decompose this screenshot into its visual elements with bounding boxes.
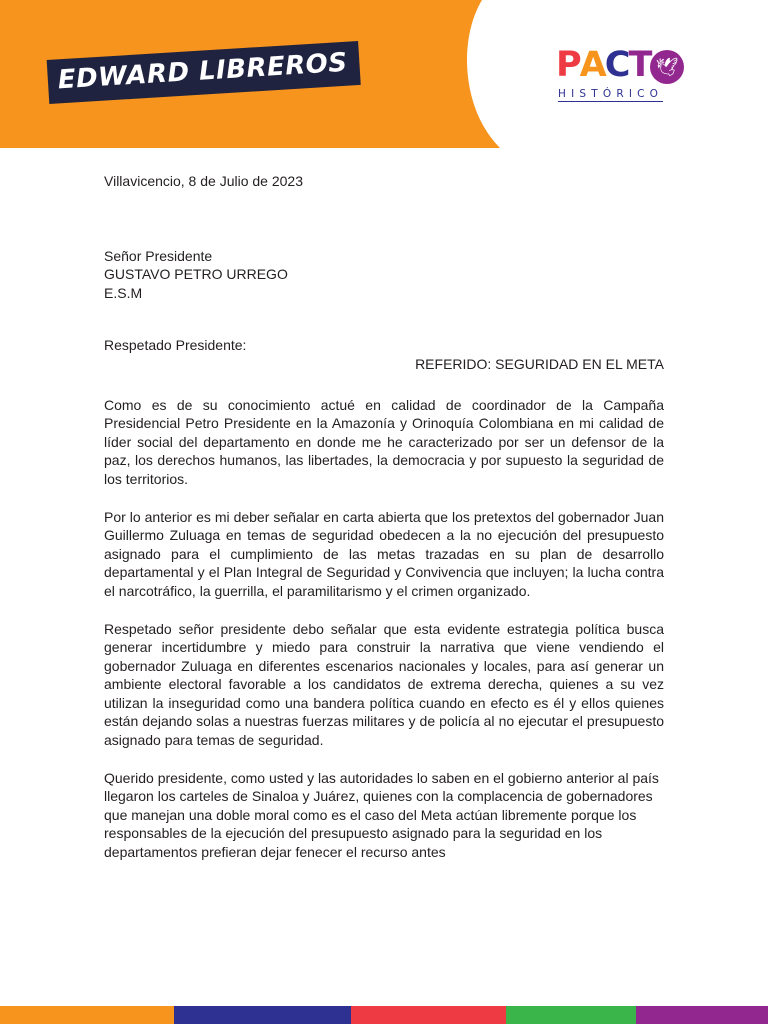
- reference-line: REFERIDO: SEGURIDAD EN EL META: [415, 355, 664, 372]
- logo-letter: A: [579, 45, 605, 85]
- footer-stripe-red: [351, 1006, 506, 1024]
- footer-stripe-green: [506, 1006, 636, 1024]
- body-paragraph: Querido presidente, como usted y las autoridades lo saben en el gobierno anterior al país llegaron los carteles de Sinaloa y Juárez, quienes con la complacencia de gobernadores que manejan una doble moral como es el caso del Meta actúan libremente porque los responsables de la ejecución del presupuesto asignado para la seguridad en los departamentos prefieran dejar fenecer el recurso antes: [104, 769, 659, 861]
- logo-letter: T: [628, 45, 651, 85]
- footer-stripe-orange: [0, 1006, 174, 1024]
- body-paragraph: Como es de su conocimiento actué en calidad de coordinador de la Campaña Presidencial Petro Presidente en la Amazonía y Orinoquía Colombiana en mi calidad de líder social del departamento en donde me he caracterizado por ser un defensor de la paz, los derechos humanos, las libertades, la democracia y por supuesto la seguridad de los territorios.: [104, 396, 664, 487]
- letter-date: Villavicencio, 8 de Julio de 2023: [104, 173, 303, 189]
- footer-stripe-blue: [174, 1006, 351, 1024]
- pacto-historico-logo: [552, 45, 684, 108]
- recipient-line: E.S.M: [104, 284, 143, 301]
- letterhead: [0, 0, 768, 148]
- body-paragraph: Respetado señor presidente debo señalar que esta evidente estrategia política busca generar incertidumbre y miedo para construir la narrativa que viene vendiendo el gobernador Zuluaga en diferentes escenarios nacionales y locales, para así generar un ambiente electoral favorable a los candidatos de extrema derecha, quienes a su vez utilizan la inseguridad como una bandera política cuando en efecto es él y ellos quienes están dejando solas a nuestras fuerzas militares y de policía al no ejecutar el presupuesto asignado para temas de seguridad.: [104, 620, 664, 749]
- letter-body: [104, 172, 664, 881]
- recipient-line: Señor Presidente: [104, 247, 213, 264]
- logo-subtitle: HISTÓRICO: [558, 88, 664, 100]
- footer-color-stripe: [0, 1006, 768, 1024]
- recipient-line: GUSTAVO PETRO URREGO: [104, 266, 288, 283]
- dove-icon: 🕊: [650, 50, 684, 84]
- body-paragraph: Por lo anterior es mi deber señalar en carta abierta que los pretextos del gobernador Juan Guillermo Zuluaga en temas de seguridad obedecen a la no ejecución del presupuesto asignado para el cumplimiento de las metas trazadas en su plan de desarrollo departamental y el Plan Integral de Seguridad y Convivencia que incluyen; la lucha contra el narcotráfico, la guerrilla, el paramilitarismo y el crimen organizado.: [104, 508, 664, 599]
- logo-letter: P: [556, 45, 580, 85]
- greeting: Respetado Presidente:: [104, 337, 247, 354]
- candidate-name-banner: EDWARD LIBREROS: [47, 41, 361, 104]
- logo-wordmark: [556, 45, 651, 85]
- footer-stripe-purple: [636, 1006, 768, 1024]
- logo-letter: C: [604, 45, 629, 85]
- recipient-block: [104, 247, 664, 303]
